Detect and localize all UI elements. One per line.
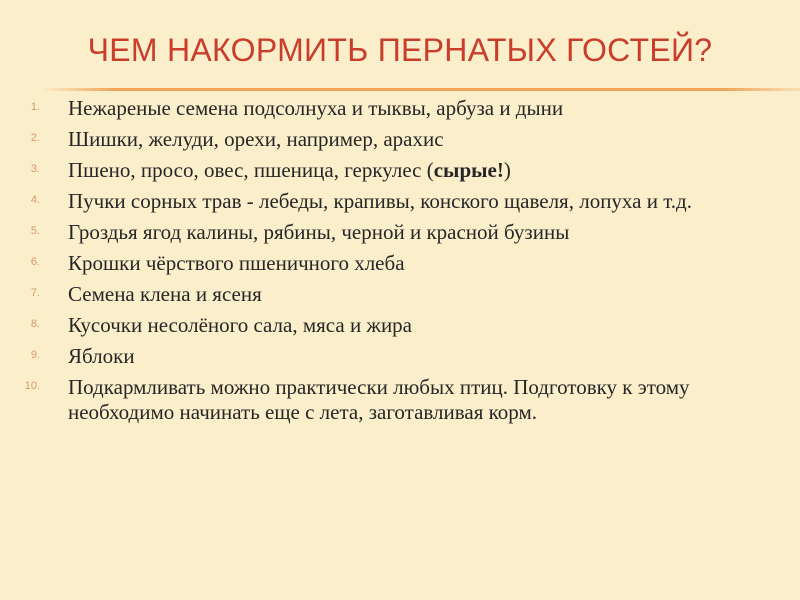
list-item-text: Гроздья ягод калины, рябины, черной и красной бузины	[68, 220, 570, 244]
list-item-number: 8.	[30, 318, 40, 330]
list-item	[0, 220, 800, 245]
list-item-number: 4.	[30, 194, 40, 206]
list-item-number: 2.	[30, 132, 40, 144]
list-item-text-part: Пшено, просо, овес, пшеница, геркулес (	[68, 158, 434, 182]
list-item	[0, 282, 800, 307]
list-item-text: Подкармливать можно практически любых птиц. Подготовку к этому необходимо начинать еще с лета, заготавливая корм.	[68, 375, 690, 424]
list-item-number: 7.	[30, 287, 40, 299]
list-item-text: Нежареные семена подсолнуха и тыквы, арбуза и дыни	[68, 96, 564, 120]
list-item-text	[68, 158, 511, 182]
list-item	[0, 127, 800, 152]
list-item	[0, 375, 800, 425]
list-item	[0, 251, 800, 276]
list-item	[0, 189, 800, 214]
title-divider	[40, 88, 800, 91]
list-item-number: 3.	[30, 163, 40, 175]
emphasis-text: сырые!	[433, 158, 504, 182]
list-item-number: 9.	[30, 349, 40, 361]
list-item-number: 6.	[30, 256, 40, 268]
list-item-text: Семена клена и ясеня	[68, 282, 262, 306]
list-item-text-part: )	[503, 158, 511, 182]
list-item-text: Шишки, желуди, орехи, например, арахис	[68, 127, 444, 151]
list-item-number: 1.	[30, 101, 40, 113]
food-list	[0, 96, 800, 431]
slide-title: ЧЕМ НАКОРМИТЬ ПЕРНАТЫХ ГОСТЕЙ?	[87, 32, 713, 68]
list-item-number: 5.	[30, 225, 40, 237]
list-item	[0, 313, 800, 338]
list-item	[0, 96, 800, 121]
list-item-text: Кусочки несолёного сала, мяса и жира	[68, 313, 412, 337]
list-item-text: Яблоки	[68, 344, 135, 368]
list-item-text: Крошки чёрствого пшеничного хлеба	[68, 251, 405, 275]
list-item-number: 10.	[24, 380, 40, 392]
list-item-text: Пучки сорных трав - лебеды, крапивы, конского щавеля, лопуха и т.д.	[68, 189, 692, 213]
list-item	[0, 344, 800, 369]
list-item	[0, 158, 800, 183]
